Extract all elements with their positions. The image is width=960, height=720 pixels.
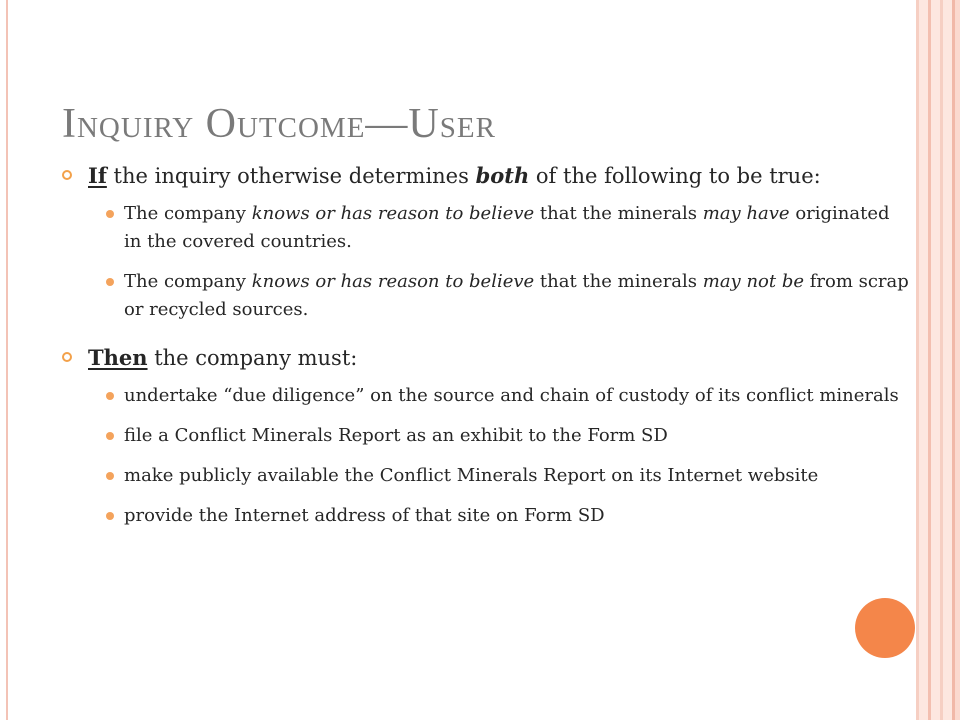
item-emphasis: may not be — [702, 271, 804, 292]
bullet-ring-icon — [62, 170, 72, 180]
item-text: make publicly available the Conflict Minerals Report on its Internet website — [124, 465, 819, 486]
then-sub-list — [62, 382, 912, 530]
if-bullet — [62, 160, 912, 192]
item-text: file a Conflict Minerals Report as an exhibit to the Form SD — [124, 425, 668, 446]
item-emphasis: may have — [702, 203, 790, 224]
item-text: originated in the covered countries. — [124, 203, 890, 252]
list-item — [62, 502, 912, 530]
bullet-dot-icon — [106, 210, 114, 218]
both-emphasis: both — [475, 163, 530, 188]
item-emphasis: knows or has reason to believe — [251, 203, 535, 224]
then-bullet — [62, 342, 912, 374]
item-emphasis: knows or has reason to believe — [251, 271, 535, 292]
list-item — [62, 462, 912, 490]
bullet-ring-icon — [62, 352, 72, 362]
bullet-dot-icon — [106, 278, 114, 286]
left-border-decoration — [0, 0, 8, 720]
bullet-dot-icon — [106, 392, 114, 400]
list-item — [62, 200, 912, 256]
slide-content — [62, 160, 912, 542]
list-item — [62, 382, 912, 410]
if-sub-list — [62, 200, 912, 324]
bullet-dot-icon — [106, 432, 114, 440]
if-text-2: of the following to be true: — [529, 164, 821, 188]
if-keyword: If — [88, 163, 107, 188]
list-item — [62, 422, 912, 450]
item-text: undertake “due diligence” on the source and chain of custody of its conflict minerals — [124, 385, 899, 406]
slide-title: Inquiry Outcome—User — [62, 101, 496, 147]
item-text: The company — [124, 203, 252, 224]
then-keyword: Then — [88, 345, 148, 370]
orange-circle-decoration — [855, 598, 915, 658]
item-text: that the minerals — [534, 271, 703, 292]
right-stripes-decoration — [916, 0, 960, 720]
item-text: that the minerals — [534, 203, 703, 224]
item-text: The company — [124, 271, 252, 292]
list-item — [62, 268, 912, 324]
bullet-dot-icon — [106, 472, 114, 480]
item-text: from scrap or recycled sources. — [124, 271, 909, 320]
bullet-dot-icon — [106, 512, 114, 520]
then-text: the company must: — [147, 346, 358, 370]
item-text: provide the Internet address of that site on Form SD — [124, 505, 605, 526]
if-text-1: the inquiry otherwise determines — [106, 164, 476, 188]
